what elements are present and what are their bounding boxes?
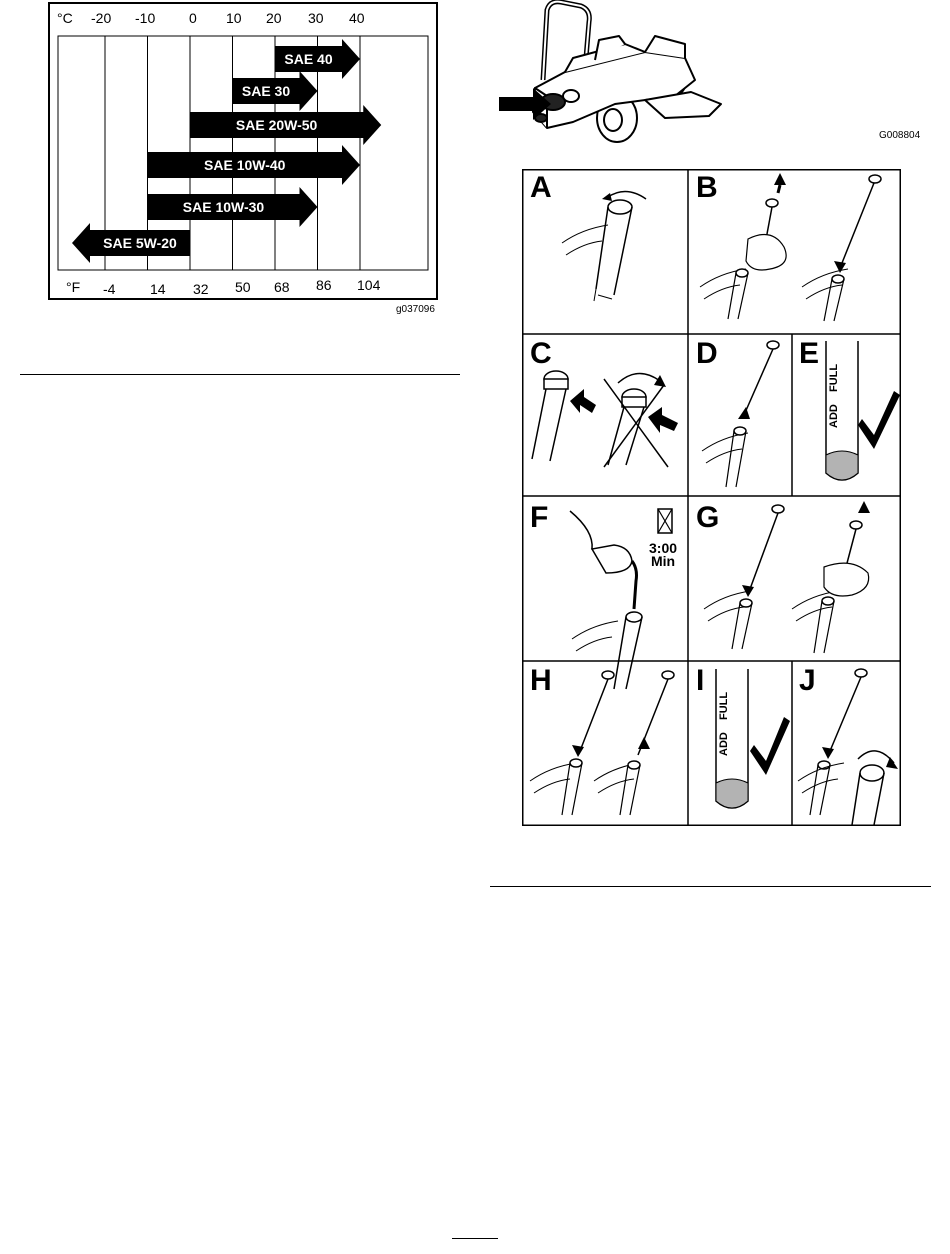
- step-f-illustration: [570, 509, 672, 689]
- sae-figure-code: g037096: [396, 304, 435, 315]
- dipstick-full-mark-e: FULL: [828, 363, 840, 392]
- celsius-unit: °C: [57, 10, 73, 26]
- sae-chart-plot: [50, 4, 436, 298]
- oil-check-steps-figure: [522, 169, 901, 826]
- fahrenheit-unit: °F: [66, 279, 81, 295]
- sae-grade-label: SAE 5W-20: [103, 235, 177, 251]
- section-divider: [20, 374, 460, 375]
- fahrenheit-tick: 50: [235, 279, 251, 295]
- celsius-tick: 30: [308, 10, 324, 26]
- step-label-i: I: [696, 664, 705, 697]
- mower-figure-code: G008804: [879, 130, 921, 141]
- sae-grade-label: SAE 30: [241, 83, 291, 99]
- step-a-illustration: [562, 191, 646, 301]
- fahrenheit-tick: 14: [150, 281, 166, 297]
- step-label-e: E: [799, 337, 820, 370]
- sae-grade-label: SAE 20W-50: [235, 117, 318, 133]
- fahrenheit-tick: -4: [103, 281, 116, 297]
- celsius-tick: 10: [226, 10, 242, 26]
- step-c-illustration: [532, 371, 678, 467]
- step-label-d: D: [696, 337, 718, 370]
- timer-value: 3:00: [649, 540, 678, 556]
- fahrenheit-tick: 86: [316, 277, 332, 293]
- celsius-tick: 20: [266, 10, 282, 26]
- dipstick-full-mark-i: FULL: [718, 691, 730, 720]
- dipstick-add-mark-e: ADD: [828, 404, 840, 428]
- sae-grade-label: SAE 40: [284, 51, 333, 67]
- celsius-tick: -20: [91, 10, 112, 26]
- page-number-rule: [452, 1238, 498, 1239]
- step-b-illustration: [700, 173, 881, 321]
- step-label-j: J: [799, 664, 816, 697]
- celsius-tick: 40: [349, 10, 365, 26]
- step-label-a: A: [530, 171, 552, 204]
- celsius-tick: 0: [189, 10, 197, 26]
- fahrenheit-tick: 32: [193, 281, 209, 297]
- step-label-c: C: [530, 337, 552, 370]
- sae-grade-label: SAE 10W-30: [182, 199, 265, 215]
- dipstick-add-mark-i: ADD: [718, 732, 730, 756]
- step-g-illustration: [704, 501, 870, 653]
- sae-viscosity-chart: [48, 2, 438, 300]
- section-divider-right: [490, 886, 931, 887]
- step-label-f: F: [530, 501, 549, 534]
- fahrenheit-tick: 104: [357, 277, 381, 293]
- sae-grade-label: SAE 10W-40: [204, 157, 286, 173]
- step-label-g: G: [696, 501, 720, 534]
- timer-unit: Min: [651, 553, 676, 569]
- celsius-tick: -10: [135, 10, 156, 26]
- mower-oil-location-figure: [495, 0, 735, 150]
- fahrenheit-tick: 68: [274, 279, 290, 295]
- step-label-b: B: [696, 171, 718, 204]
- step-label-h: H: [530, 664, 552, 697]
